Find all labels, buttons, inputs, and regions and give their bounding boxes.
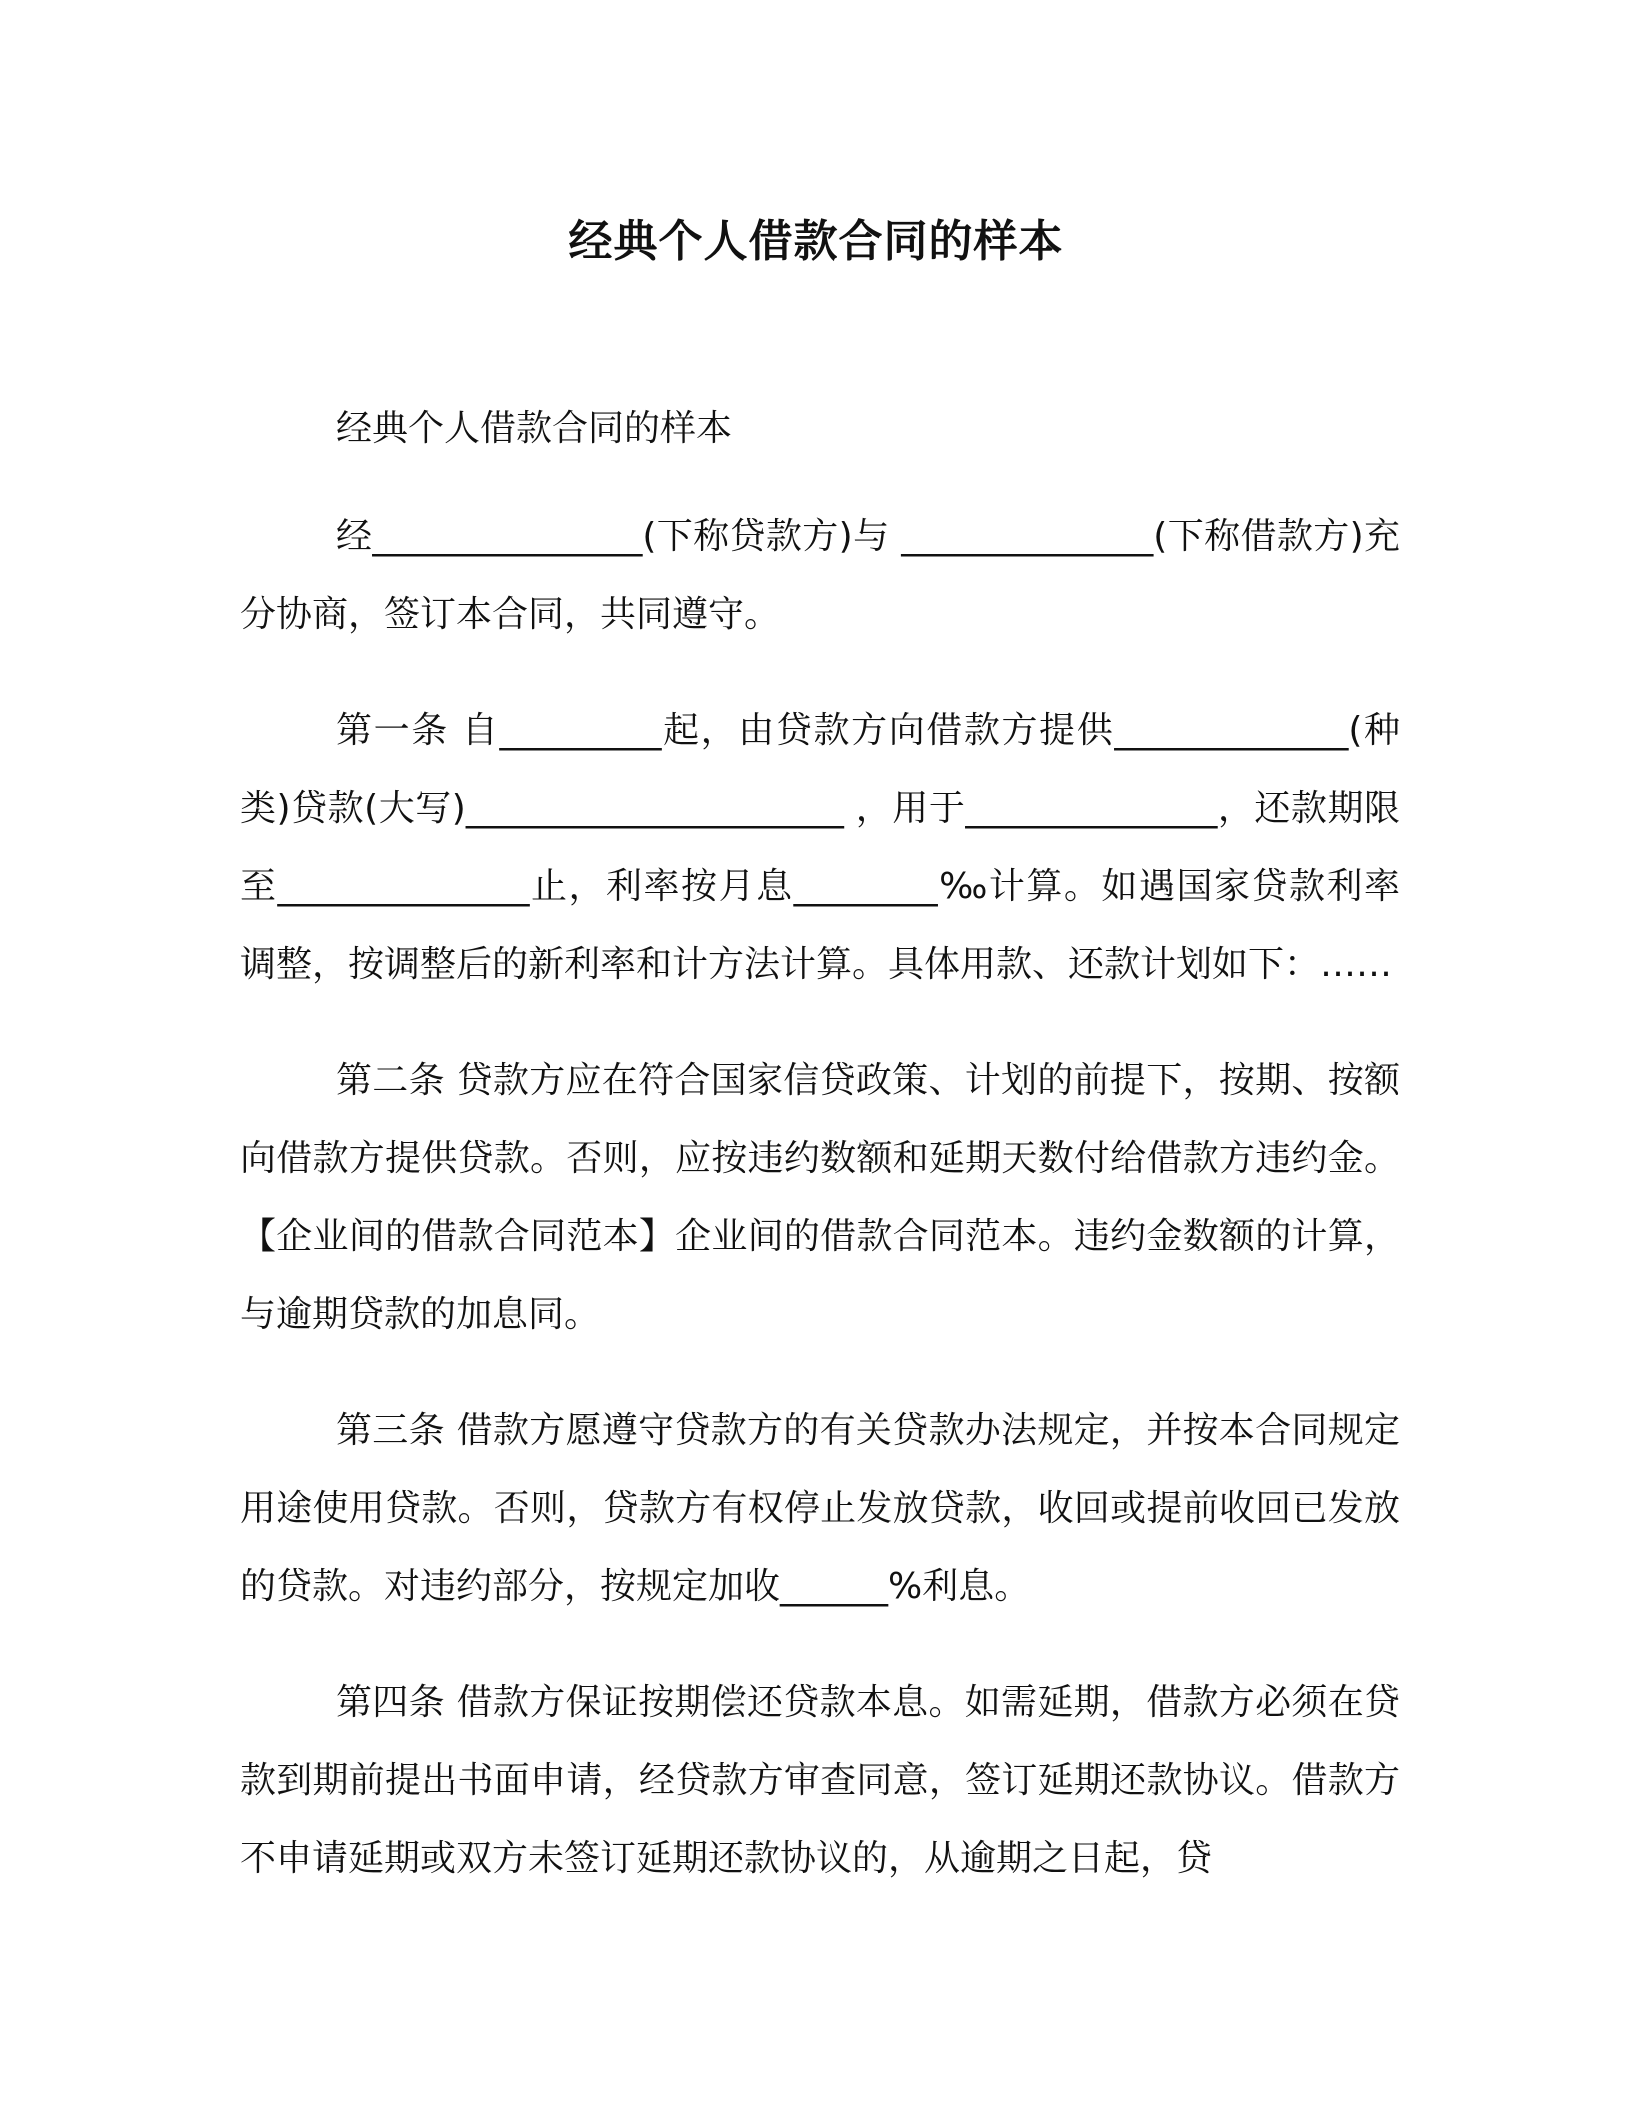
article-4-paragraph: 第四条 借款方保证按期偿还贷款本息。如需延期，借款方必须在贷款到期前提出书面申请，经贷款方审查同意，签订延期还款协议。借款方不申请延期或双方未签订延期还款协议的，从逾期之日起，贷 xyxy=(240,1682,1400,1879)
article-1-paragraph: 第一条 自_________起，由贷款方向借款方提供_____________(种类)贷款(大写)_____________________ ，用于______________，还款期限至______________止，利率按月息________‰计算。如遇国家贷款利率调整，按调整后的新利率和计方法计算。具体用款、还款计划如下：…… xyxy=(240,710,1400,985)
document-subtitle: 经典个人借款合同的样本 xyxy=(336,408,733,449)
preamble-paragraph: 经_______________(下称贷款方)与 ______________(下称借款方)充分协商，签订本合同，共同遵守。 xyxy=(240,516,1400,635)
document-title: 经典个人借款合同的样本 xyxy=(568,216,1064,267)
article-3-paragraph: 第三条 借款方愿遵守贷款方的有关贷款办法规定，并按本合同规定用途使用贷款。否则，贷款方有权停止发放贷款，收回或提前收回已发放的贷款。对违约部分，按规定加收______%利息。 xyxy=(240,1410,1400,1607)
article-2-paragraph: 第二条 贷款方应在符合国家信贷政策、计划的前提下，按期、按额向借款方提供贷款。否则，应按违约数额和延期天数付给借款方违约金。【企业间的借款合同范本】企业间的借款合同范本。违约金数额的计算，与逾期贷款的加息同。 xyxy=(240,1060,1400,1335)
document-body xyxy=(240,390,1400,1936)
